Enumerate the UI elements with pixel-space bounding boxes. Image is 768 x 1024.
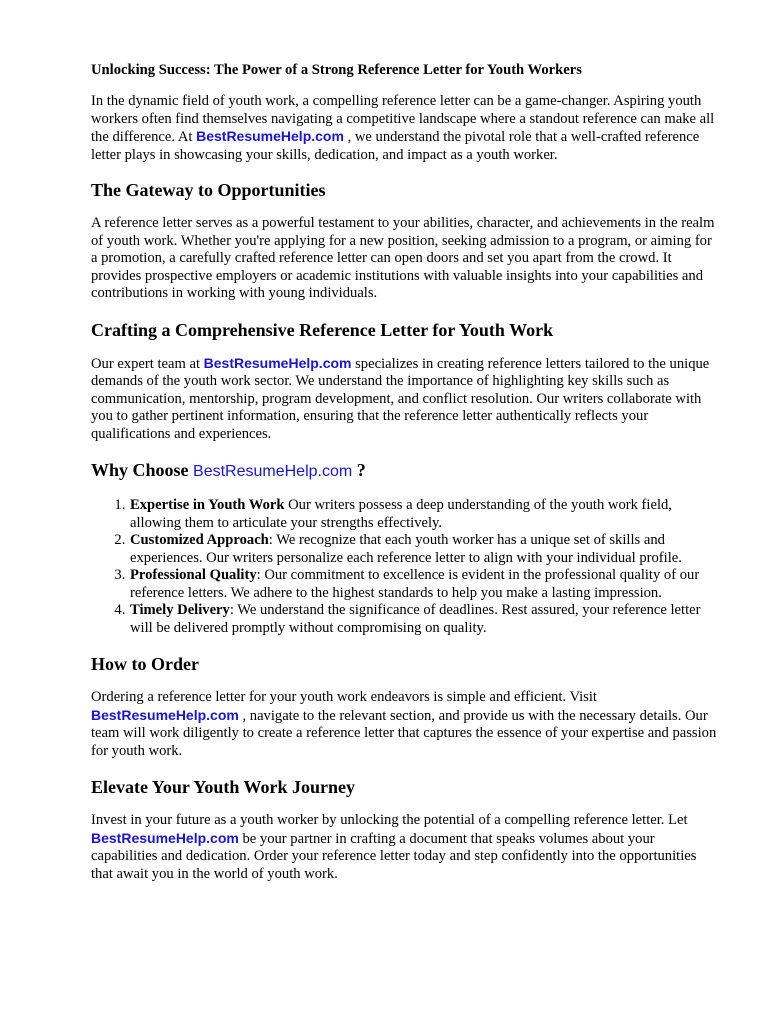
list-item-text: : We understand the significance of deadlines. Rest assured, your reference letter will be delivered promptly without compromising on quality. bbox=[130, 602, 701, 636]
list-item-term: Professional Quality bbox=[130, 567, 257, 583]
list-item-text: : We recognize that each youth worker has a unique set of skills and experiences. Our writers personalize each reference letter to align with your individual profile. bbox=[130, 532, 682, 566]
elevate-paragraph bbox=[91, 812, 721, 883]
bestresumehelp-link[interactable]: BestResumeHelp.com bbox=[193, 463, 353, 480]
document-body bbox=[91, 61, 721, 899]
list-item bbox=[129, 567, 721, 602]
crafting-text-before: Our expert team at bbox=[91, 355, 204, 372]
bestresumehelp-link[interactable]: BestResumeHelp.com bbox=[91, 829, 239, 846]
bestresumehelp-link[interactable]: BestResumeHelp.com bbox=[203, 354, 352, 371]
list-item bbox=[129, 497, 721, 532]
bestresumehelp-link[interactable]: BestResumeHelp.com bbox=[91, 706, 239, 723]
elevate-text-before: Invest in your future as a youth worker by unlocking the potential of a compelling reference letter. Let bbox=[91, 812, 688, 828]
list-item-term: Customized Approach bbox=[130, 532, 269, 548]
heading-why-choose bbox=[91, 459, 721, 483]
intro-text-before: In the dynamic field of youth work, a compelling reference letter can be a game-changer. Aspiring youth workers often find themselves navigating a competitive landscape where a standout reference can make all the difference. At bbox=[91, 93, 715, 145]
list-item bbox=[129, 532, 721, 567]
crafting-text-after: specializes in creating reference letters tailored to the unique demands of the youth work sector. We understand the importance of highlighting key skills such as communication, mentorship, program development, and conflict resolution. Our writers collaborate with you to gather pertinent information, ensuring that the reference letter authentically reflects your qualifications and experiences. bbox=[91, 355, 710, 442]
list-item-term: Expertise in Youth Work bbox=[130, 497, 285, 513]
order-text-before: Ordering a reference letter for your youth work endeavors is simple and efficient. Visit bbox=[91, 689, 597, 705]
why-heading-before: Why Choose bbox=[91, 460, 194, 480]
intro-text-after: , we understand the pivotal role that a well-crafted reference letter plays in showcasing your skills, dedication, and impact as a youth worker. bbox=[91, 129, 700, 163]
heading-how-to-order: How to Order bbox=[91, 654, 199, 674]
heading-elevate: Elevate Your Youth Work Journey bbox=[91, 777, 356, 797]
order-text-after: , navigate to the relevant section, and provide us with the necessary details. Our team will work diligently to create a reference letter that captures the essence of your expertise and passion for youth work. bbox=[91, 707, 717, 759]
reasons-list bbox=[91, 497, 721, 637]
bestresumehelp-link[interactable]: BestResumeHelp.com bbox=[196, 128, 344, 144]
list-item-text: : Our commitment to excellence is evident in the professional quality of our reference letters. We adhere to the highest standards to help you make a lasting impression. bbox=[130, 567, 700, 601]
document-title: Unlocking Success: The Power of a Strong Reference Letter for Youth Workers bbox=[91, 62, 582, 78]
list-item-text: Our writers possess a deep understanding of the youth work field, allowing them to articulate your strengths effectively. bbox=[130, 497, 672, 531]
heading-gateway: The Gateway to Opportunities bbox=[91, 180, 326, 200]
gateway-paragraph: A reference letter serves as a powerful testament to your abilities, character, and achievements in the realm of youth work. Whether you're applying for a new position, seeking admission to a program, or aiming for a promotion, a carefully crafted reference letter can open doors and set you apart from the crowd. It provides prospective employers or academic institutions with valuable insights into your capabilities and contributions in working with young individuals. bbox=[91, 215, 715, 301]
list-item bbox=[129, 602, 721, 637]
list-item-term: Timely Delivery bbox=[130, 602, 230, 618]
why-heading-after: ? bbox=[352, 460, 366, 480]
elevate-text-after: be your partner in crafting a document that speaks volumes about your capabilities and dedication. Order your reference letter today and step confidently into the opportunities that await you in the world of youth work. bbox=[91, 830, 697, 882]
crafting-paragraph bbox=[91, 355, 721, 444]
intro-paragraph bbox=[91, 93, 721, 164]
heading-crafting: Crafting a Comprehensive Reference Letter for Youth Work bbox=[91, 319, 554, 340]
order-paragraph bbox=[91, 689, 721, 760]
